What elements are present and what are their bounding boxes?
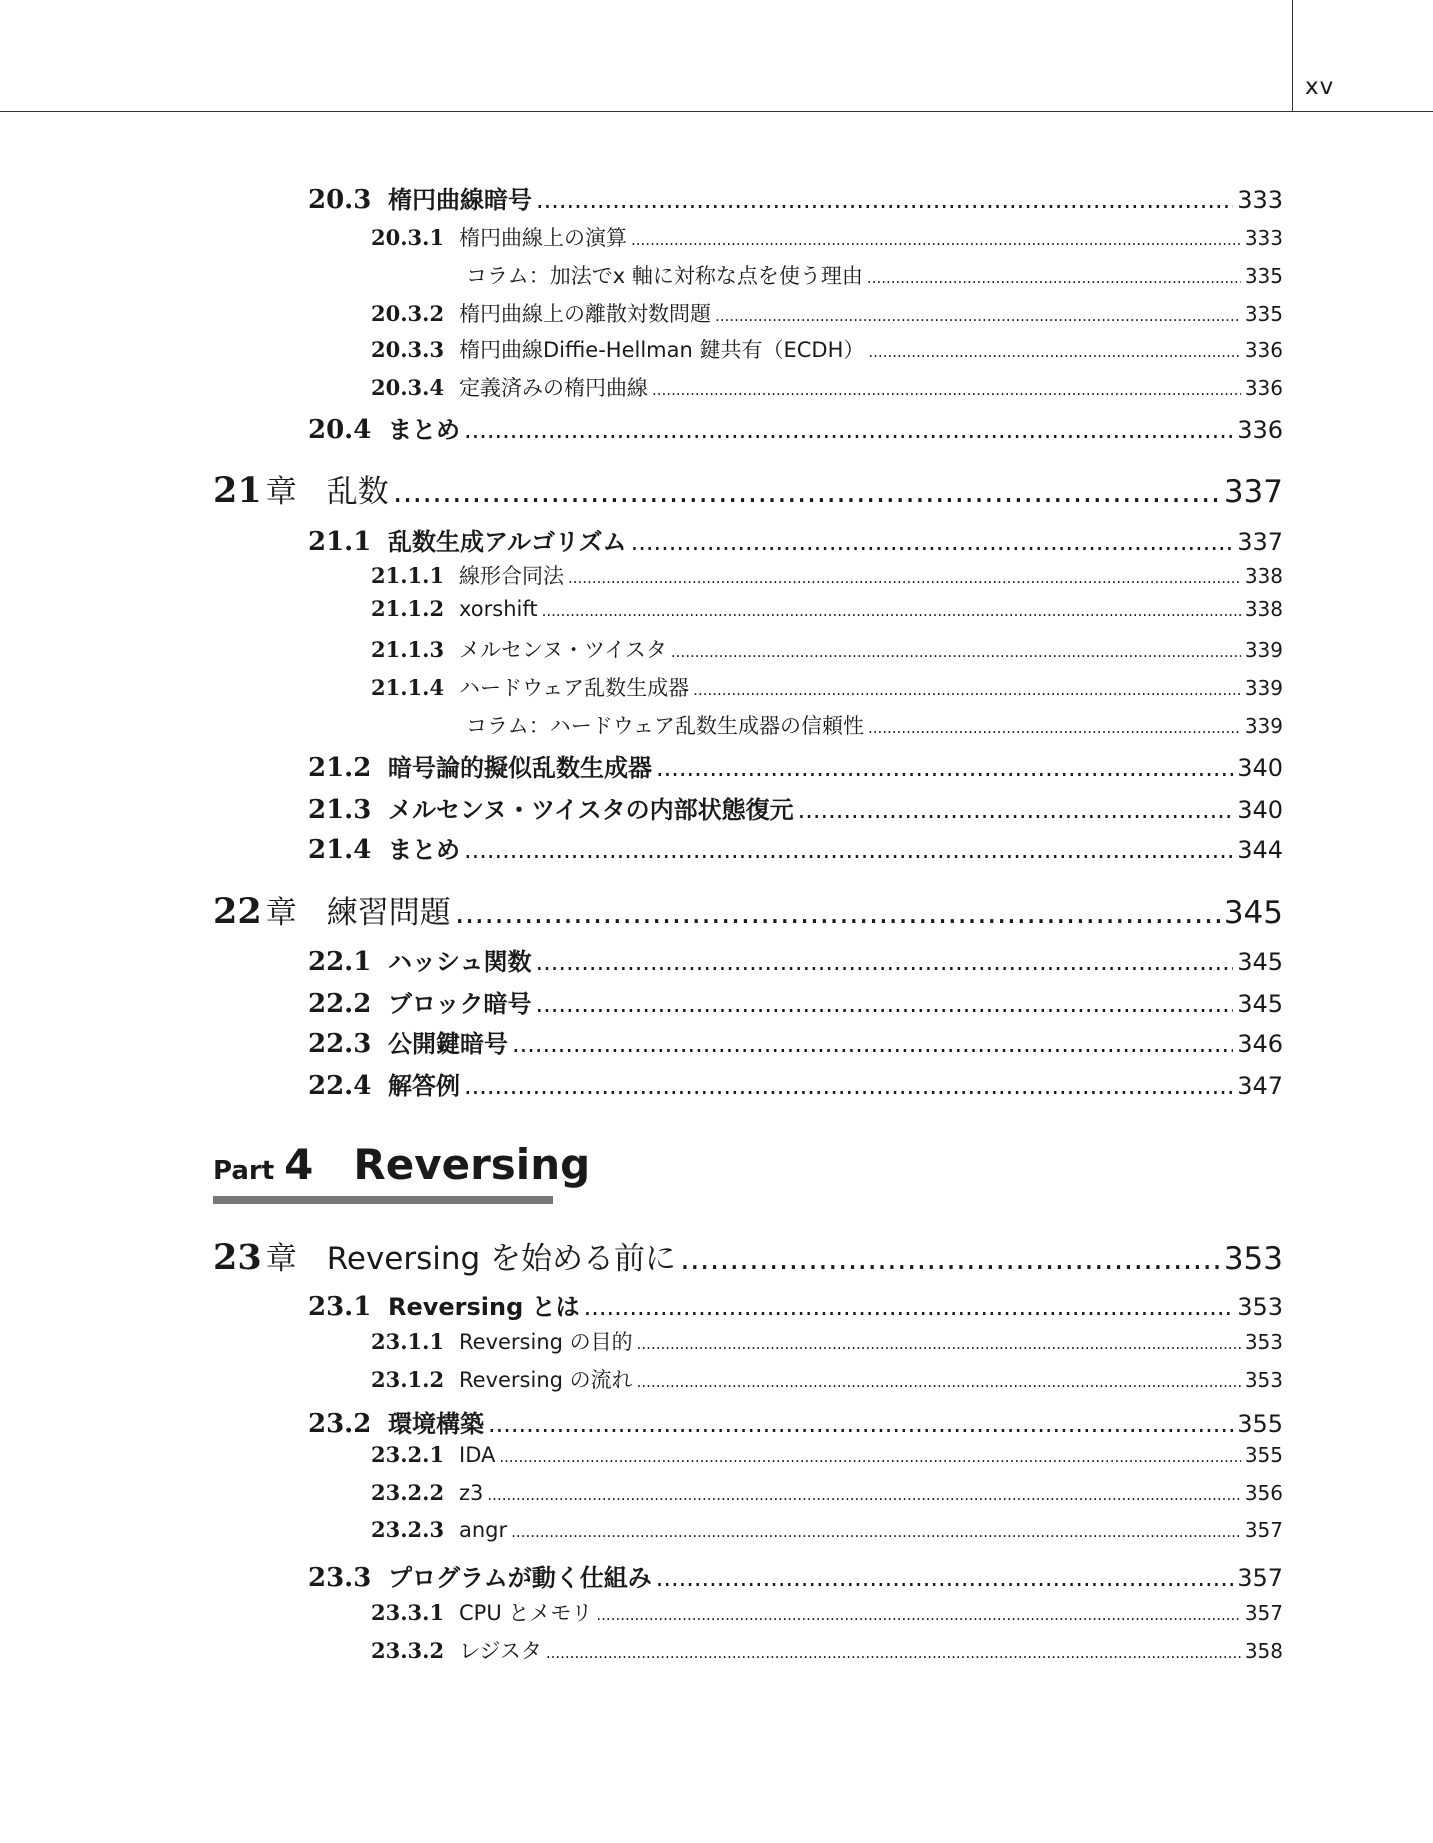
toc-entry-title: 楕円曲線上の離散対数問題 — [459, 302, 711, 326]
toc-entry-col[interactable] — [466, 710, 1283, 740]
dot-leader — [798, 796, 1234, 824]
toc-entry-sub[interactable] — [371, 596, 1283, 621]
chapter-suffix: 章 — [265, 1241, 297, 1277]
toc-entry-number: 22.2 — [308, 989, 372, 1019]
dot-leader — [637, 1335, 1241, 1353]
dot-leader — [596, 1606, 1240, 1624]
part-number: 4 — [284, 1140, 314, 1189]
dot-leader — [680, 1241, 1220, 1277]
toc-entry-page: 333 — [1237, 186, 1283, 214]
toc-entry-number: 21.3 — [308, 795, 372, 825]
dot-leader — [715, 307, 1241, 325]
chapter-suffix: 章 — [265, 895, 297, 931]
dot-leader — [868, 719, 1241, 737]
toc-entry-number: 20.4 — [308, 415, 372, 445]
toc-entry-number: 21.1.3 — [371, 637, 445, 662]
toc-entry-number: 23.2.3 — [371, 1517, 445, 1542]
toc-entry-title: Reversing とは — [388, 1293, 580, 1321]
dot-leader — [512, 1030, 1233, 1058]
toc-entry-section[interactable] — [308, 830, 1283, 865]
toc-entry-page: 353 — [1223, 1241, 1283, 1277]
toc-entry-page: 355 — [1244, 1443, 1283, 1467]
toc-entry-number: 23.3 — [308, 1563, 372, 1593]
toc-entry-page: 337 — [1223, 474, 1283, 510]
part-title: Reversing — [353, 1140, 591, 1189]
toc-entry-number: 21.2 — [308, 753, 372, 783]
toc-entry-page: 347 — [1237, 1072, 1283, 1100]
toc-entry-sub[interactable] — [371, 1364, 1283, 1394]
dot-leader — [631, 231, 1241, 249]
toc-entry-chapter[interactable] — [213, 466, 1283, 511]
dot-leader — [656, 754, 1233, 782]
toc-entry-number: 20.3.3 — [371, 337, 445, 362]
toc-entry-title: 乱数生成アルゴリズム — [388, 528, 627, 556]
toc-entry-number: 23.2.2 — [371, 1480, 445, 1505]
toc-entry-page: 353 — [1237, 1293, 1283, 1321]
toc-entry-number: 22.1 — [308, 947, 372, 977]
dot-leader — [464, 416, 1233, 444]
toc-entry-title: レジスタ — [459, 1639, 542, 1663]
toc-entry-sub[interactable] — [371, 1326, 1283, 1356]
dot-leader — [671, 643, 1241, 661]
toc-entry-title: 練習問題 — [326, 895, 451, 931]
toc-entry-page: 345 — [1237, 990, 1283, 1018]
toc-entry-sub[interactable] — [371, 1442, 1283, 1467]
toc-entry-title: Reversing を始める前に — [326, 1241, 677, 1277]
toc-entry-sub[interactable] — [371, 634, 1283, 664]
toc-entry-title: メルセンヌ・ツイスタの内部状態復元 — [388, 796, 794, 824]
toc-entry-number: 23.3.1 — [371, 1600, 445, 1625]
toc-entry-title: 楕円曲線Diffie-Hellman 鍵共有（ECDH） — [459, 338, 865, 362]
toc-entry-section[interactable] — [308, 748, 1283, 783]
dot-leader — [455, 895, 1220, 931]
toc-entry-title: プログラムが動く仕組み — [388, 1564, 652, 1592]
page-number: xv — [1305, 74, 1335, 100]
dot-leader — [867, 269, 1241, 287]
toc-entry-number: 21 — [213, 470, 262, 511]
toc-entry-page: 358 — [1244, 1639, 1283, 1663]
toc-entry-chapter[interactable] — [213, 1233, 1283, 1278]
toc-entry-title: メルセンヌ・ツイスタ — [459, 638, 667, 662]
toc-entry-page: 353 — [1244, 1330, 1283, 1354]
toc-entry-page: 337 — [1237, 528, 1283, 556]
toc-entry-title: IDA — [459, 1443, 496, 1467]
chapter-suffix: 章 — [265, 474, 297, 510]
dot-leader — [464, 1072, 1233, 1100]
toc-entry-number: 20.3.1 — [371, 225, 445, 250]
toc-entry-title: xorshift — [459, 597, 538, 621]
toc-entry-page: 335 — [1244, 302, 1283, 326]
dot-leader — [393, 474, 1220, 510]
toc-entry-sub[interactable] — [371, 1517, 1283, 1542]
toc-entry-number: 21.1.1 — [371, 563, 445, 588]
toc-entry-title: angr — [459, 1518, 508, 1542]
toc-entry-title: 環境構築 — [388, 1410, 484, 1438]
toc-entry-page: 339 — [1244, 714, 1283, 738]
dot-leader — [652, 381, 1241, 399]
dot-leader — [511, 1523, 1241, 1541]
toc-entry-sub[interactable] — [371, 222, 1283, 252]
toc-entry-page: 339 — [1244, 676, 1283, 700]
toc-entry-title: 解答例 — [388, 1072, 460, 1100]
toc-entry-title: CPU とメモリ — [459, 1601, 593, 1625]
part-heading — [213, 1140, 590, 1189]
toc-entry-page: 340 — [1237, 754, 1283, 782]
toc-entry-page: 336 — [1244, 338, 1283, 362]
toc-entry-number: 22.3 — [308, 1029, 372, 1059]
toc-entry-page: 339 — [1244, 638, 1283, 662]
toc-entry-page: 338 — [1244, 597, 1283, 621]
dot-leader — [546, 1644, 1241, 1662]
toc-entry-page: 357 — [1237, 1564, 1283, 1592]
dot-leader — [536, 948, 1234, 976]
toc-entry-section[interactable] — [308, 410, 1283, 445]
toc-entry-title: ハードウェア乱数生成器 — [459, 676, 690, 700]
toc-entry-title: z3 — [459, 1481, 484, 1505]
toc-entry-title: 楕円曲線上の演算 — [459, 226, 627, 250]
toc-entry-page: 336 — [1237, 416, 1283, 444]
dot-leader — [487, 1486, 1240, 1504]
toc-entry-section[interactable] — [308, 522, 1283, 557]
toc-entry-title: 暗号論的擬似乱数生成器 — [388, 754, 652, 782]
toc-entry-number: 21.4 — [308, 835, 372, 865]
toc-entry-section[interactable] — [308, 1404, 1283, 1439]
toc-entry-title: Reversing の流れ — [459, 1368, 633, 1392]
toc-entry-section[interactable] — [308, 1024, 1283, 1059]
dot-leader — [693, 681, 1241, 699]
toc-entry-sub[interactable] — [371, 672, 1283, 702]
toc-entry-number: 20.3 — [308, 185, 372, 215]
toc-entry-section[interactable] — [308, 1066, 1283, 1101]
toc-entry-page: 340 — [1237, 796, 1283, 824]
toc-entry-chapter[interactable] — [213, 887, 1283, 932]
toc-entry-number: 23.2 — [308, 1409, 372, 1439]
toc-entry-number: 23.1 — [308, 1292, 372, 1322]
toc-entry-number: 20.3.4 — [371, 375, 445, 400]
toc-entry-section[interactable] — [308, 1287, 1283, 1322]
toc-entry-title: 定義済みの楕円曲線 — [459, 376, 648, 400]
toc-entry-sub[interactable] — [371, 1635, 1283, 1665]
toc-entry-number: 23 — [213, 1237, 262, 1278]
toc-entry-page: 333 — [1244, 226, 1283, 250]
toc-entry-title: まとめ — [388, 416, 460, 444]
toc-entry-sub[interactable] — [371, 298, 1283, 328]
toc-entry-section[interactable] — [308, 1558, 1283, 1593]
toc-entry-section[interactable] — [308, 180, 1283, 215]
toc-entry-number: 21.1.4 — [371, 675, 445, 700]
toc-entry-number: 23.2.1 — [371, 1442, 445, 1467]
part-label: Part — [213, 1156, 275, 1186]
toc-entry-page: 335 — [1244, 264, 1283, 288]
toc-entry-page: 355 — [1237, 1410, 1283, 1438]
dot-leader — [488, 1410, 1233, 1438]
toc-entry-sub[interactable] — [371, 372, 1283, 402]
dot-leader — [499, 1448, 1240, 1466]
toc-entry-page: 346 — [1237, 1030, 1283, 1058]
toc-entry-number: 23.1.1 — [371, 1329, 445, 1354]
dot-leader — [584, 1293, 1234, 1321]
toc-entry-title: 線形合同法 — [459, 564, 564, 588]
toc-entry-title: ハッシュ関数 — [388, 948, 532, 976]
dot-leader — [568, 569, 1241, 587]
toc-entry-title: ブロック暗号 — [388, 990, 532, 1018]
toc-entry-page: 356 — [1244, 1481, 1283, 1505]
toc-entry-page: 345 — [1223, 895, 1283, 931]
toc-entry-number: 23.1.2 — [371, 1367, 445, 1392]
dot-leader — [656, 1564, 1233, 1592]
toc-entry-title: コラム：加法でx 軸に対称な点を使う理由 — [466, 264, 863, 288]
dot-leader — [464, 836, 1233, 864]
dot-leader — [637, 1373, 1241, 1391]
toc-entry-number: 23.3.2 — [371, 1638, 445, 1663]
dot-leader — [536, 990, 1234, 1018]
toc-entry-page: 345 — [1237, 948, 1283, 976]
toc-entry-col[interactable] — [466, 260, 1283, 290]
dot-leader — [536, 186, 1233, 214]
toc-entry-sub[interactable] — [371, 1597, 1283, 1627]
toc-entry-page: 336 — [1244, 376, 1283, 400]
toc-entry-number: 21.1.2 — [371, 596, 445, 621]
toc-entry-number: 22.4 — [308, 1071, 372, 1101]
toc-entry-title: 公開鍵暗号 — [388, 1030, 508, 1058]
dot-leader — [631, 528, 1234, 556]
toc-entry-page: 338 — [1244, 564, 1283, 588]
dot-leader — [542, 602, 1241, 620]
toc-entry-title: Reversing の目的 — [459, 1330, 633, 1354]
toc-entry-sub[interactable] — [371, 560, 1283, 590]
toc-entry-number: 22 — [213, 891, 262, 932]
toc-entry-number: 20.3.2 — [371, 301, 445, 326]
toc-entry-section[interactable] — [308, 790, 1283, 825]
toc-entry-number: 21.1 — [308, 527, 372, 557]
toc-entry-sub[interactable] — [371, 334, 1283, 364]
toc-entry-title: 乱数 — [326, 474, 389, 510]
toc-entry-page: 353 — [1244, 1368, 1283, 1392]
toc-entry-section[interactable] — [308, 942, 1283, 977]
toc-entry-title: まとめ — [388, 836, 460, 864]
toc-entry-title: コラム：ハードウェア乱数生成器の信頼性 — [466, 714, 864, 738]
toc-entry-page: 357 — [1244, 1601, 1283, 1625]
toc-entry-sub[interactable] — [371, 1480, 1283, 1505]
toc-entry-page: 357 — [1244, 1518, 1283, 1542]
dot-leader — [868, 343, 1240, 361]
toc-entry-page: 344 — [1237, 836, 1283, 864]
toc-entry-section[interactable] — [308, 984, 1283, 1019]
part-underline-bar — [213, 1196, 553, 1204]
toc-entry-title: 楕円曲線暗号 — [388, 186, 532, 214]
